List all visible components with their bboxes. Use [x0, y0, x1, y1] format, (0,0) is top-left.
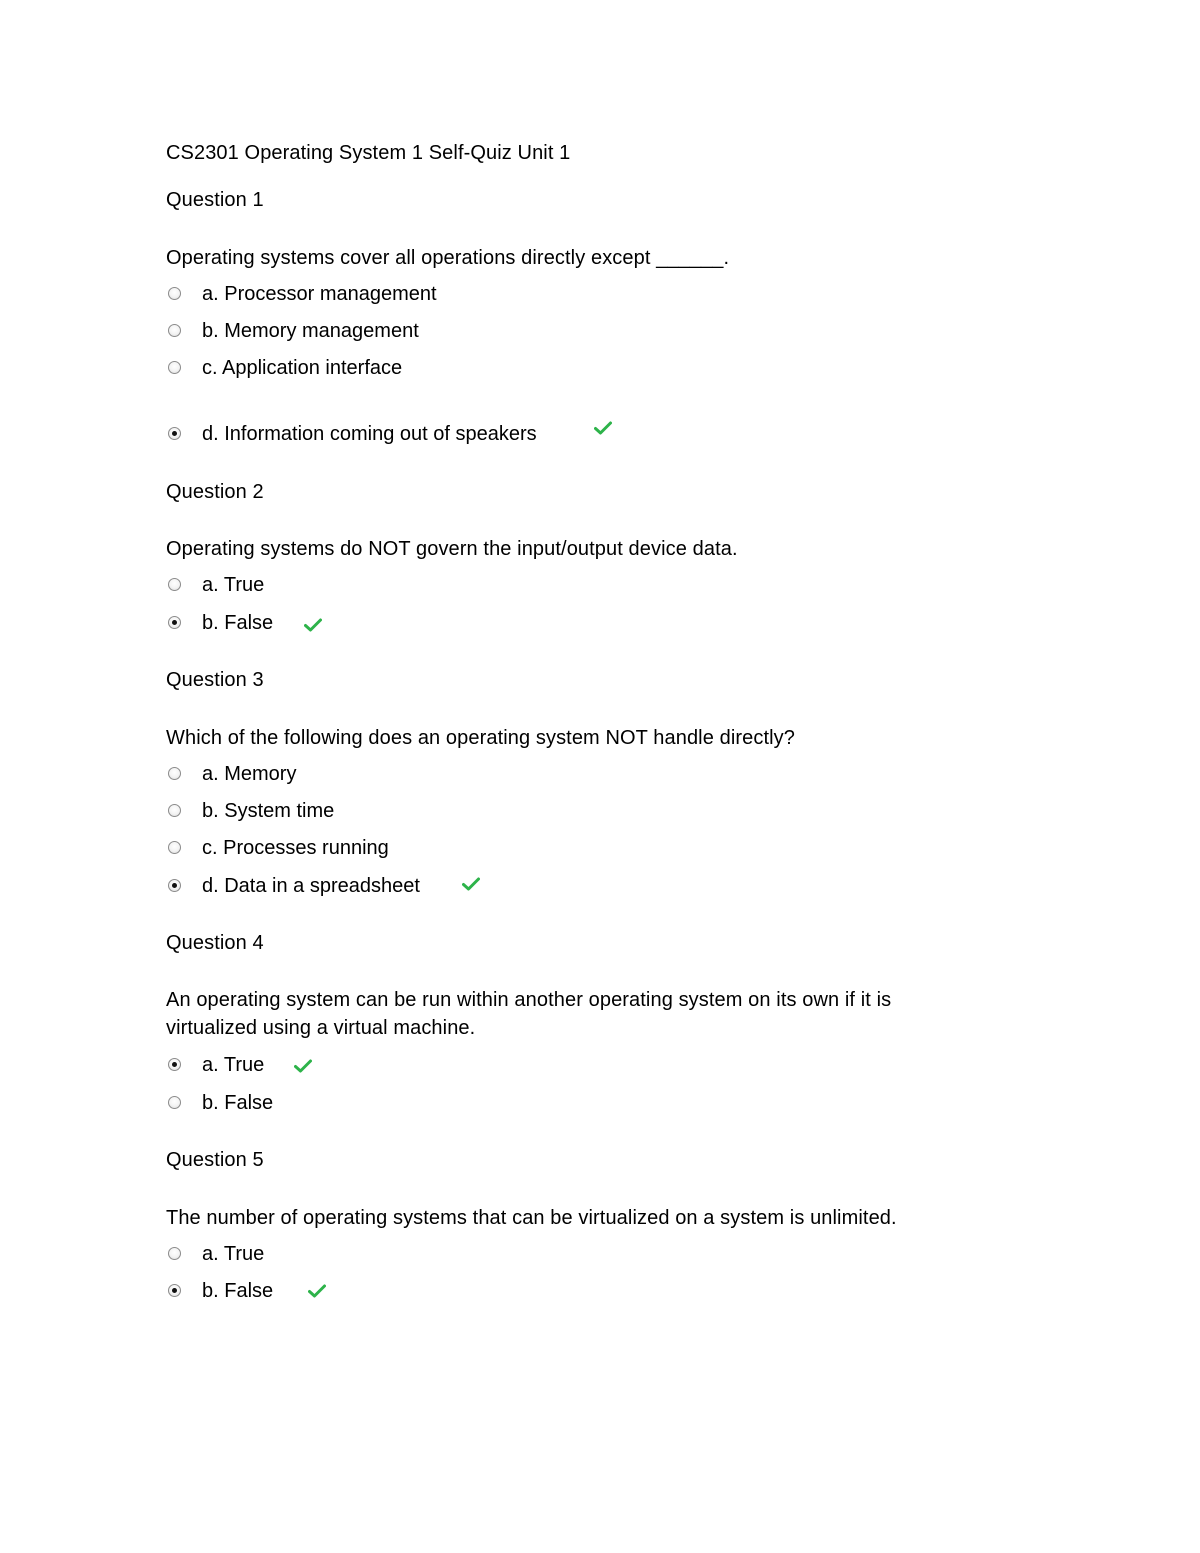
radio-unselected-icon[interactable]	[168, 1247, 181, 1260]
check-mark-icon	[462, 877, 480, 891]
option-label: b. False	[202, 1092, 274, 1114]
radio-unselected-icon[interactable]	[168, 767, 181, 780]
radio-unselected-icon[interactable]	[168, 804, 181, 817]
option-label: a. True	[202, 574, 265, 596]
question-heading: Question 4	[166, 932, 264, 954]
question-heading: Question 1	[166, 189, 264, 211]
radio-selected-icon[interactable]	[168, 1284, 181, 1297]
option-label: d. Information coming out of speakers	[202, 423, 537, 445]
question-text: Which of the following does an operating system NOT handle directly?	[166, 727, 795, 749]
radio-selected-icon[interactable]	[168, 427, 181, 440]
option-label: b. False	[202, 612, 274, 634]
option-label: b. System time	[202, 800, 335, 822]
check-mark-icon	[304, 618, 322, 632]
radio-selected-icon[interactable]	[168, 616, 181, 629]
check-mark-icon	[308, 1284, 326, 1298]
option-label: b. Memory management	[202, 320, 419, 342]
radio-unselected-icon[interactable]	[168, 361, 181, 374]
question-text: An operating system can be run within another operating system on its own if it is virtualized using a virtual machine.	[166, 989, 892, 1039]
page-title: CS2301 Operating System 1 Self-Quiz Unit 1	[166, 142, 571, 164]
option-label: b. False	[202, 1280, 274, 1302]
radio-unselected-icon[interactable]	[168, 578, 181, 591]
question-heading: Question 5	[166, 1149, 264, 1171]
radio-unselected-icon[interactable]	[168, 841, 181, 854]
option-label: c. Application interface	[202, 357, 403, 379]
question-heading: Question 2	[166, 481, 264, 503]
option-label: c. Processes running	[202, 837, 389, 859]
option-label: a. Memory	[202, 763, 297, 785]
question-text: The number of operating systems that can be virtualized on a system is unlimited.	[166, 1207, 897, 1229]
question-heading: Question 3	[166, 669, 264, 691]
check-mark-icon	[294, 1059, 312, 1073]
check-mark-icon	[594, 421, 612, 435]
option-label: a. True	[202, 1243, 265, 1265]
radio-unselected-icon[interactable]	[168, 1096, 181, 1109]
radio-selected-icon[interactable]	[168, 879, 181, 892]
question-text: Operating systems do NOT govern the input/output device data.	[166, 538, 738, 560]
radio-unselected-icon[interactable]	[168, 287, 181, 300]
question-text: Operating systems cover all operations directly except ______.	[166, 247, 730, 269]
option-label: a. True	[202, 1054, 265, 1076]
radio-unselected-icon[interactable]	[168, 324, 181, 337]
option-label: a. Processor management	[202, 283, 437, 305]
option-label: d. Data in a spreadsheet	[202, 875, 420, 897]
radio-selected-icon[interactable]	[168, 1058, 181, 1071]
